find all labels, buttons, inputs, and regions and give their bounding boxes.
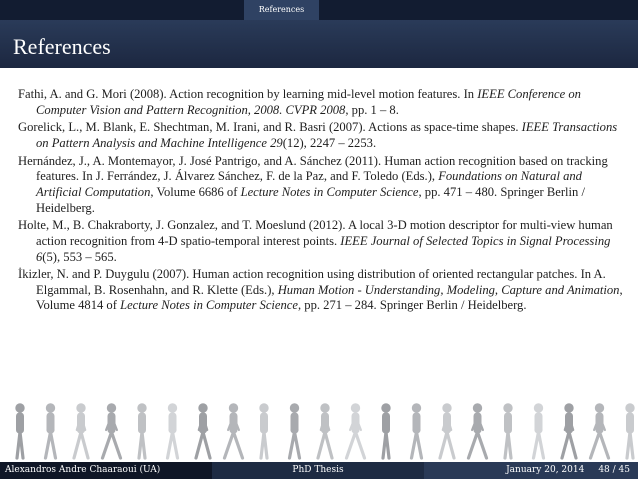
footer-bar xyxy=(0,462,638,479)
reference-italic-text: Foundations on Natural and Artificial Computation xyxy=(36,169,582,199)
walking-figure-icon xyxy=(260,404,268,458)
top-navigation-bar xyxy=(0,0,638,20)
reference-entry xyxy=(18,87,630,118)
walking-figure-icon xyxy=(504,404,512,458)
walking-figure-icon xyxy=(46,404,56,458)
walking-figure-icon xyxy=(440,404,454,458)
walking-figure-icon xyxy=(138,404,146,458)
walking-figure-icon xyxy=(318,404,332,458)
reference-text: Gorelick, L., M. Blank, E. Shechtman, M. Irani, and R. Basri (2007). Actions as space-time shapes. xyxy=(18,120,522,135)
reference-entry xyxy=(18,154,630,216)
reference-entry xyxy=(18,218,630,265)
walking-figure-icon xyxy=(168,404,178,458)
footer-meta xyxy=(424,462,638,479)
reference-text: , pp. 271 – 284. Springer Berlin / Heidelberg. xyxy=(297,298,527,313)
walking-figure-icon xyxy=(591,404,609,458)
walking-figure-icon xyxy=(562,404,576,458)
reference-text: Holte, M., B. Chakraborty, J. Gonzalez, and T. Moeslund (2012). A local 3-D motion descriptor for multi-view human action recognition from 4-D spatio-temporal interest points. xyxy=(18,218,613,248)
footer-title: PhD Thesis xyxy=(212,462,424,479)
reference-italic-text: IEEE Journal of Selected Topics in Signal Processing 6 xyxy=(36,233,611,264)
reference-italic-text: Human Motion - Understanding, Modeling, Capture and Animation xyxy=(277,282,620,297)
reference-text: Fathi, A. and G. Mori (2008). Action recognition by learning mid-level motion features. In xyxy=(18,87,478,101)
walking-figure-icon xyxy=(626,404,634,458)
reference-text: , pp. 471 – 480. Springer Berlin / Heidelberg. xyxy=(36,184,585,215)
reference-text: , pp. 1 – 8. xyxy=(345,102,399,117)
section-nav-link[interactable]: References xyxy=(244,0,319,20)
reference-italic-text: Lecture Notes in Computer Science xyxy=(120,298,298,313)
reference-italic-text: IEEE Transactions on Pattern Analysis and Machine Intelligence 29 xyxy=(36,120,618,150)
walking-figure-icon xyxy=(196,404,210,458)
walking-silhouettes-decoration xyxy=(0,398,638,462)
walking-figure-icon xyxy=(103,404,121,458)
reference-entry xyxy=(18,267,630,314)
reference-entry xyxy=(18,120,630,151)
walking-figure-icon xyxy=(16,404,24,458)
reference-italic-text: Lecture Notes in Computer Science xyxy=(240,184,419,199)
reference-text: , Volume 4814 of xyxy=(36,282,623,313)
walking-figure-icon xyxy=(534,404,544,458)
page-title: References xyxy=(13,34,111,59)
walking-figure-icon xyxy=(469,404,487,458)
walking-figure-icon xyxy=(412,404,422,458)
footer-author: Alexandros Andre Chaaraoui (UA) xyxy=(0,462,212,479)
reference-text: Hernández, J., A. Montemayor, J. José Pantrigo, and A. Sánchez (2011). Human action recognition based on tracking features. In J. Ferrández, J. Álvarez Sánchez, F. de la Paz, and F. Toledo (Eds.), xyxy=(18,153,608,184)
walking-figure-icon xyxy=(225,404,243,458)
walking-figures-graphic xyxy=(0,398,638,462)
reference-italic-text: IEEE Conference on Computer Vision and Pattern Recognition, 2008. CVPR 2008 xyxy=(36,87,581,117)
reference-text: İkizler, N. and P. Duygulu (2007). Human action recognition using distribution of oriented rectangular patches. In A. Elgammal, B. Rosenhahn, and R. Klette (Eds.), xyxy=(18,267,606,297)
reference-list xyxy=(18,87,630,316)
footer-date: January 20, 2014 xyxy=(506,465,585,475)
walking-figure-icon xyxy=(382,404,390,458)
frame-title-bar xyxy=(0,20,638,68)
reference-text: , Volume 6686 of xyxy=(150,184,241,199)
walking-figure-icon xyxy=(290,404,300,458)
reference-text: (12), 2247 – 2253. xyxy=(282,135,377,150)
walking-figure-icon xyxy=(74,404,88,458)
walking-figure-icon xyxy=(347,404,365,458)
footer-page-number: 48 / 45 xyxy=(598,465,630,475)
reference-text: (5), 553 – 565. xyxy=(42,249,117,264)
